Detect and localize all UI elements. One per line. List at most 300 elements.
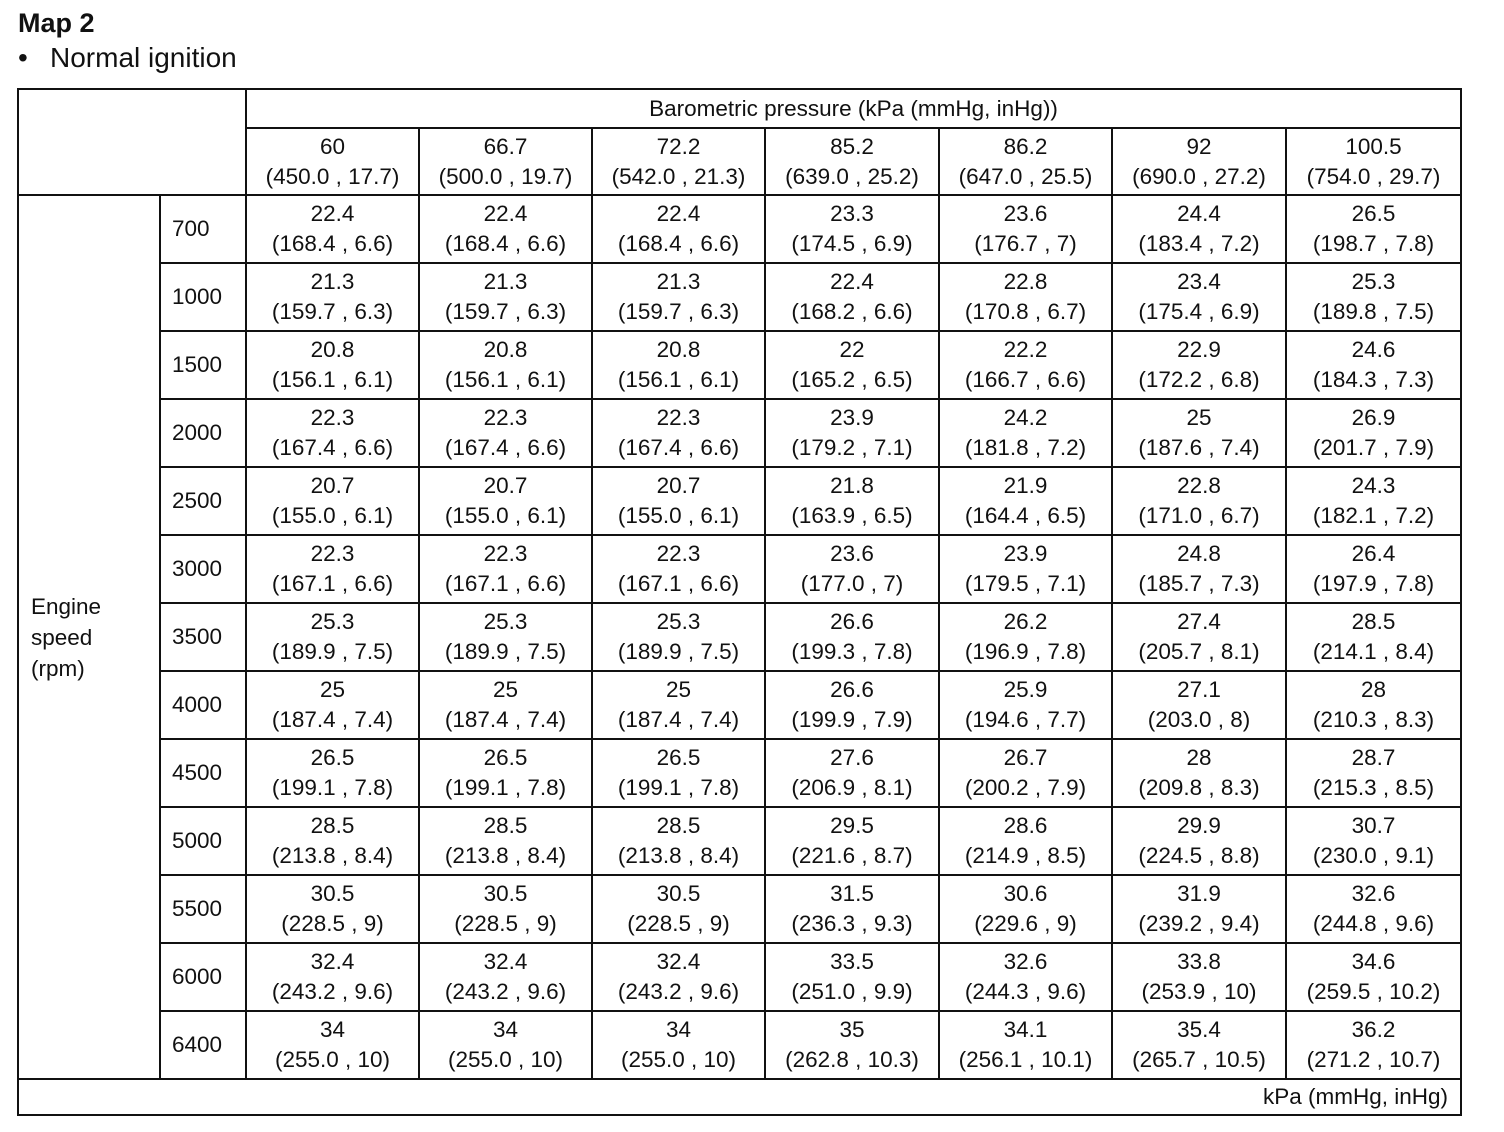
rpm-cell: 3500 [160, 603, 246, 671]
table-cell [246, 535, 419, 603]
column-header-kpa: 66.7 [483, 133, 528, 159]
table-cell [1112, 467, 1286, 535]
cell-kpa-value: 21.9 [1003, 473, 1048, 498]
table-cell [1112, 807, 1286, 875]
table-cell [246, 943, 419, 1011]
cell-alt-units-value: (155.0 , 6.1) [617, 503, 740, 528]
table-cell [765, 195, 939, 263]
table-cell [246, 603, 419, 671]
cell-kpa-value: 26.6 [830, 677, 874, 702]
cell-alt-units-value: (229.6 , 9) [974, 911, 1077, 936]
cell-kpa-value: 25 [319, 677, 346, 702]
cell-kpa-value: 28.5 [483, 813, 528, 838]
cell-alt-units-value: (199.1 , 7.8) [617, 775, 740, 800]
rpm-cell: 6400 [160, 1011, 246, 1079]
cell-alt-units-value: (255.0 , 10) [274, 1047, 391, 1072]
column-header-alt-units: (450.0 , 17.7) [265, 163, 400, 189]
table-row [18, 467, 1461, 535]
column-header [1286, 128, 1461, 195]
table-row [18, 1011, 1461, 1079]
table-cell [939, 807, 1112, 875]
cell-kpa-value: 23.9 [830, 405, 874, 430]
cell-alt-units-value: (175.4 , 6.9) [1138, 299, 1260, 324]
cell-kpa-value: 22.4 [830, 269, 874, 294]
cell-alt-units-value: (155.0 , 6.1) [271, 503, 394, 528]
cell-alt-units-value: (196.9 , 7.8) [964, 639, 1087, 664]
cell-alt-units-value: (187.6 , 7.4) [1138, 435, 1260, 460]
table-cell [1112, 739, 1286, 807]
table-cell [592, 943, 765, 1011]
cell-alt-units-value: (253.9 , 10) [1141, 979, 1257, 1004]
cell-alt-units-value: (228.5 , 9) [454, 911, 557, 936]
table-cell [765, 263, 939, 331]
cell-alt-units-value: (230.0 , 9.1) [1312, 843, 1435, 868]
cell-alt-units-value: (167.4 , 6.6) [617, 435, 740, 460]
cell-alt-units-value: (165.2 , 6.5) [791, 367, 913, 392]
cell-kpa-value: 24.8 [1177, 541, 1221, 566]
page-title: Map 2 [18, 8, 95, 38]
cell-alt-units-value: (189.8 , 7.5) [1312, 299, 1435, 324]
table-cell [939, 535, 1112, 603]
table-cell [246, 1011, 419, 1079]
cell-alt-units-value: (156.1 , 6.1) [617, 367, 740, 392]
cell-kpa-value: 35 [839, 1017, 865, 1042]
table-cell [592, 1011, 765, 1079]
column-header-kpa: 100.5 [1345, 133, 1402, 159]
cell-kpa-value: 28.7 [1351, 745, 1396, 770]
cell-kpa-value: 21.3 [483, 269, 528, 294]
cell-alt-units-value: (228.5 , 9) [627, 911, 730, 936]
rpm-cell: 1500 [160, 331, 246, 399]
cell-kpa-value: 27.6 [830, 745, 874, 770]
cell-kpa-value: 27.4 [1177, 609, 1221, 634]
table-cell [939, 603, 1112, 671]
table-cell [246, 739, 419, 807]
cell-kpa-value: 25.3 [656, 609, 701, 634]
cell-alt-units-value: (213.8 , 8.4) [617, 843, 740, 868]
table-row [18, 943, 1461, 1011]
table-cell [765, 943, 939, 1011]
cell-kpa-value: 29.5 [830, 813, 874, 838]
table-cell [419, 875, 592, 943]
cell-alt-units-value: (189.9 , 7.5) [617, 639, 740, 664]
cell-alt-units-value: (265.7 , 10.5) [1132, 1047, 1266, 1072]
cell-kpa-value: 22.8 [1003, 269, 1048, 294]
cell-kpa-value: 22.4 [483, 201, 528, 226]
table-cell [1112, 263, 1286, 331]
cell-kpa-value: 20.8 [656, 337, 701, 362]
cell-alt-units-value: (156.1 , 6.1) [271, 367, 394, 392]
row-group-label [18, 195, 160, 1079]
column-header [592, 128, 765, 195]
cell-kpa-value: 28.5 [1351, 609, 1396, 634]
cell-alt-units-value: (159.7 , 6.3) [617, 299, 740, 324]
table-cell [246, 467, 419, 535]
column-header-alt-units: (690.0 , 27.2) [1132, 163, 1266, 189]
table-cell [419, 331, 592, 399]
rpm-cell: 2500 [160, 467, 246, 535]
cell-alt-units-value: (221.6 , 8.7) [791, 843, 913, 868]
cell-alt-units-value: (156.1 , 6.1) [444, 367, 567, 392]
table-cell [592, 535, 765, 603]
cell-kpa-value: 22.3 [656, 405, 701, 430]
cell-kpa-value: 23.3 [830, 201, 874, 226]
cell-alt-units-value: (203.0 , 8) [1147, 707, 1251, 732]
cell-kpa-value: 22.3 [483, 405, 528, 430]
table-cell [765, 535, 939, 603]
cell-alt-units-value: (166.7 , 6.6) [964, 367, 1087, 392]
cell-kpa-value: 34 [665, 1017, 692, 1042]
cell-alt-units-value: (224.5 , 8.8) [1138, 843, 1260, 868]
cell-alt-units-value: (256.1 , 10.1) [958, 1047, 1093, 1072]
table-cell [246, 263, 419, 331]
column-header-kpa: 60 [319, 133, 346, 159]
cell-alt-units-value: (255.0 , 10) [447, 1047, 564, 1072]
rpm-cell: 6000 [160, 943, 246, 1011]
cell-kpa-value: 25 [492, 677, 519, 702]
cell-kpa-value: 23.4 [1177, 269, 1221, 294]
table-cell [1286, 195, 1461, 263]
cell-kpa-value: 25 [665, 677, 692, 702]
table-row [18, 263, 1461, 331]
cell-kpa-value: 25 [1186, 405, 1212, 430]
cell-kpa-value: 26.4 [1351, 541, 1396, 566]
cell-kpa-value: 32.6 [1003, 949, 1048, 974]
table-cell [1286, 467, 1461, 535]
cell-kpa-value: 21.8 [830, 473, 874, 498]
table-cell [246, 195, 419, 263]
column-header-alt-units: (754.0 , 29.7) [1306, 163, 1441, 189]
cell-alt-units-value: (243.2 , 9.6) [271, 979, 394, 1004]
table-cell [1286, 399, 1461, 467]
cell-alt-units-value: (155.0 , 6.1) [444, 503, 567, 528]
cell-kpa-value: 34.1 [1003, 1017, 1048, 1042]
cell-kpa-value: 26.5 [656, 745, 701, 770]
table-row [18, 399, 1461, 467]
cell-kpa-value: 26.6 [830, 609, 874, 634]
cell-kpa-value: 34 [319, 1017, 346, 1042]
column-group-label: Barometric pressure (kPa (mmHg, inHg)) [246, 89, 1461, 128]
cell-alt-units-value: (214.1 , 8.4) [1312, 639, 1435, 664]
cell-alt-units-value: (171.0 , 6.7) [1138, 503, 1260, 528]
table-cell [246, 399, 419, 467]
column-header [939, 128, 1112, 195]
table-cell [1286, 671, 1461, 739]
table-cell [592, 807, 765, 875]
cell-kpa-value: 23.6 [1003, 201, 1048, 226]
cell-kpa-value: 28.6 [1003, 813, 1048, 838]
cell-kpa-value: 22 [839, 337, 865, 362]
cell-alt-units-value: (168.2 , 6.6) [791, 299, 913, 324]
table-cell [419, 195, 592, 263]
column-header [1112, 128, 1286, 195]
table-row [18, 195, 1461, 263]
table-cell [592, 603, 765, 671]
table-cell [246, 671, 419, 739]
table-row [18, 739, 1461, 807]
cell-alt-units-value: (213.8 , 8.4) [271, 843, 394, 868]
cell-alt-units-value: (167.4 , 6.6) [271, 435, 394, 460]
cell-alt-units-value: (205.7 , 8.1) [1138, 639, 1260, 664]
table-cell [419, 1011, 592, 1079]
cell-alt-units-value: (167.1 , 6.6) [271, 571, 394, 596]
table-cell [1286, 739, 1461, 807]
cell-alt-units-value: (189.9 , 7.5) [271, 639, 394, 664]
rpm-cell: 700 [160, 195, 246, 263]
cell-alt-units-value: (168.4 , 6.6) [444, 231, 567, 256]
cell-kpa-value: 28.5 [310, 813, 355, 838]
rpm-cell: 5000 [160, 807, 246, 875]
cell-alt-units-value: (164.4 , 6.5) [964, 503, 1087, 528]
table-cell [765, 331, 939, 399]
cell-kpa-value: 33.5 [830, 949, 874, 974]
map-subtitle [18, 40, 237, 76]
table-cell [592, 467, 765, 535]
cell-alt-units-value: (159.7 , 6.3) [444, 299, 567, 324]
cell-alt-units-value: (185.7 , 7.3) [1138, 571, 1260, 596]
table-cell [1112, 535, 1286, 603]
rpm-cell: 3000 [160, 535, 246, 603]
table-cell [1112, 671, 1286, 739]
table-cell [419, 603, 592, 671]
column-header-kpa: 92 [1186, 133, 1212, 159]
table-cell [1112, 399, 1286, 467]
cell-kpa-value: 36.2 [1351, 1017, 1396, 1042]
table-cell [1286, 807, 1461, 875]
table-cell [939, 263, 1112, 331]
cell-alt-units-value: (167.1 , 6.6) [444, 571, 567, 596]
table-cell [765, 1011, 939, 1079]
table-cell [939, 195, 1112, 263]
table-cell [1286, 875, 1461, 943]
table-cell [1286, 331, 1461, 399]
table-cell [765, 399, 939, 467]
row-group-label-line: speed [31, 624, 93, 650]
column-header-alt-units: (500.0 , 19.7) [438, 163, 573, 189]
cell-alt-units-value: (239.2 , 9.4) [1138, 911, 1260, 936]
table-cell [1112, 875, 1286, 943]
cell-alt-units-value: (174.5 , 6.9) [791, 231, 913, 256]
cell-kpa-value: 24.2 [1003, 405, 1048, 430]
column-header-kpa: 86.2 [1003, 133, 1048, 159]
cell-kpa-value: 26.7 [1003, 745, 1048, 770]
table-cell [1112, 943, 1286, 1011]
cell-alt-units-value: (183.4 , 7.2) [1138, 231, 1260, 256]
cell-kpa-value: 32.4 [656, 949, 701, 974]
cell-alt-units-value: (170.8 , 6.7) [964, 299, 1087, 324]
table-cell [1112, 195, 1286, 263]
cell-alt-units-value: (159.7 , 6.3) [271, 299, 394, 324]
cell-alt-units-value: (167.4 , 6.6) [444, 435, 567, 460]
cell-kpa-value: 29.9 [1177, 813, 1221, 838]
cell-alt-units-value: (251.0 , 9.9) [791, 979, 913, 1004]
cell-alt-units-value: (181.8 , 7.2) [964, 435, 1087, 460]
column-header-kpa: 72.2 [656, 133, 701, 159]
cell-kpa-value: 20.8 [310, 337, 355, 362]
subtitle-text: Normal ignition [50, 42, 237, 73]
cell-kpa-value: 23.9 [1003, 541, 1048, 566]
table-cell [1286, 263, 1461, 331]
table-cell [246, 807, 419, 875]
table-cell [765, 603, 939, 671]
table-cell [1112, 331, 1286, 399]
table-row [18, 603, 1461, 671]
cell-alt-units-value: (213.8 , 8.4) [444, 843, 567, 868]
table-cell [939, 467, 1112, 535]
cell-kpa-value: 34 [492, 1017, 519, 1042]
row-group-label-line: (rpm) [31, 655, 85, 681]
table-cell [939, 399, 1112, 467]
cell-alt-units-value: (187.4 , 7.4) [271, 707, 394, 732]
cell-kpa-value: 24.4 [1177, 201, 1221, 226]
table-cell [592, 195, 765, 263]
table-cell [765, 467, 939, 535]
cell-alt-units-value: (187.4 , 7.4) [617, 707, 740, 732]
table-cell [419, 943, 592, 1011]
cell-kpa-value: 22.4 [656, 201, 701, 226]
cell-kpa-value: 26.5 [310, 745, 355, 770]
column-header-alt-units: (647.0 , 25.5) [958, 163, 1093, 189]
table-cell [1286, 603, 1461, 671]
table-cell [592, 739, 765, 807]
table-cell [592, 671, 765, 739]
rpm-cell: 1000 [160, 263, 246, 331]
cell-alt-units-value: (244.3 , 9.6) [964, 979, 1087, 1004]
cell-alt-units-value: (187.4 , 7.4) [444, 707, 567, 732]
table-cell [765, 875, 939, 943]
table-cell [592, 331, 765, 399]
table-cell [246, 331, 419, 399]
rpm-cell: 2000 [160, 399, 246, 467]
rpm-cell: 4000 [160, 671, 246, 739]
cell-kpa-value: 20.8 [483, 337, 528, 362]
cell-kpa-value: 26.5 [1351, 201, 1396, 226]
cell-kpa-value: 22.3 [310, 541, 355, 566]
cell-alt-units-value: (215.3 , 8.5) [1312, 775, 1435, 800]
footer-row [18, 1079, 1461, 1115]
cell-alt-units-value: (228.5 , 9) [281, 911, 384, 936]
cell-alt-units-value: (179.5 , 7.1) [964, 571, 1087, 596]
table-cell [765, 671, 939, 739]
cell-kpa-value: 22.4 [310, 201, 355, 226]
cell-kpa-value: 28.5 [656, 813, 701, 838]
cell-kpa-value: 34.6 [1351, 949, 1396, 974]
cell-kpa-value: 22.9 [1177, 337, 1221, 362]
table-cell [246, 875, 419, 943]
table-row [18, 671, 1461, 739]
cell-alt-units-value: (199.1 , 7.8) [271, 775, 394, 800]
cell-kpa-value: 30.6 [1003, 881, 1048, 906]
cell-kpa-value: 26.9 [1351, 405, 1396, 430]
cell-kpa-value: 26.2 [1003, 609, 1048, 634]
cell-alt-units-value: (177.0 , 7) [800, 571, 904, 596]
cell-kpa-value: 30.7 [1351, 813, 1396, 838]
table-cell [419, 739, 592, 807]
rpm-cell: 5500 [160, 875, 246, 943]
cell-alt-units-value: (172.2 , 6.8) [1138, 367, 1260, 392]
cell-alt-units-value: (168.4 , 6.6) [271, 231, 394, 256]
cell-alt-units-value: (182.1 , 7.2) [1312, 503, 1435, 528]
cell-alt-units-value: (214.9 , 8.5) [964, 843, 1087, 868]
cell-kpa-value: 22.3 [656, 541, 701, 566]
table-cell [939, 739, 1112, 807]
table-row [18, 331, 1461, 399]
table-cell [419, 535, 592, 603]
cell-alt-units-value: (168.4 , 6.6) [617, 231, 740, 256]
column-header [246, 128, 419, 195]
cell-kpa-value: 30.5 [483, 881, 528, 906]
cell-kpa-value: 27.1 [1177, 677, 1221, 702]
cell-alt-units-value: (176.7 , 7) [974, 231, 1077, 256]
cell-alt-units-value: (243.2 , 9.6) [444, 979, 567, 1004]
cell-alt-units-value: (184.3 , 7.3) [1312, 367, 1435, 392]
table-cell [592, 875, 765, 943]
column-header-kpa: 85.2 [830, 133, 874, 159]
cell-alt-units-value: (243.2 , 9.6) [617, 979, 740, 1004]
cell-kpa-value: 32.4 [483, 949, 528, 974]
table-cell [939, 875, 1112, 943]
table-cell [419, 807, 592, 875]
cell-kpa-value: 30.5 [310, 881, 355, 906]
corner-cell [18, 89, 246, 195]
cell-kpa-value: 32.4 [310, 949, 355, 974]
table-cell [1286, 535, 1461, 603]
cell-alt-units-value: (199.9 , 7.9) [791, 707, 913, 732]
cell-alt-units-value: (194.6 , 7.7) [964, 707, 1087, 732]
table-cell [765, 739, 939, 807]
cell-kpa-value: 20.7 [483, 473, 528, 498]
cell-kpa-value: 20.7 [310, 473, 355, 498]
cell-kpa-value: 32.6 [1351, 881, 1396, 906]
column-header-alt-units: (542.0 , 21.3) [611, 163, 746, 189]
cell-kpa-value: 24.3 [1351, 473, 1396, 498]
cell-kpa-value: 22.3 [483, 541, 528, 566]
cell-alt-units-value: (163.9 , 6.5) [791, 503, 913, 528]
column-header [419, 128, 592, 195]
cell-kpa-value: 22.2 [1003, 337, 1048, 362]
bullet-marker: • [18, 42, 28, 73]
table-cell [592, 263, 765, 331]
cell-kpa-value: 25.9 [1003, 677, 1048, 702]
rpm-cell: 4500 [160, 739, 246, 807]
cell-alt-units-value: (206.9 , 8.1) [791, 775, 913, 800]
table-cell [1112, 603, 1286, 671]
cell-alt-units-value: (271.2 , 10.7) [1306, 1047, 1441, 1072]
table-cell [939, 671, 1112, 739]
column-group-header-row [18, 89, 1461, 128]
cell-alt-units-value: (262.8 , 10.3) [785, 1047, 919, 1072]
cell-alt-units-value: (259.5 , 10.2) [1306, 979, 1441, 1004]
cell-kpa-value: 28 [1361, 677, 1387, 702]
cell-kpa-value: 23.6 [830, 541, 874, 566]
cell-alt-units-value: (199.3 , 7.8) [791, 639, 913, 664]
table-cell [939, 331, 1112, 399]
table-cell [419, 399, 592, 467]
table-cell [939, 943, 1112, 1011]
cell-kpa-value: 22.8 [1177, 473, 1221, 498]
table-cell [1286, 1011, 1461, 1079]
cell-alt-units-value: (200.2 , 7.9) [964, 775, 1087, 800]
table-row [18, 875, 1461, 943]
cell-kpa-value: 24.6 [1351, 337, 1396, 362]
cell-alt-units-value: (201.7 , 7.9) [1312, 435, 1435, 460]
cell-alt-units-value: (236.3 , 9.3) [791, 911, 913, 936]
cell-kpa-value: 30.5 [656, 881, 701, 906]
barometric-pressure-table [17, 88, 1462, 1116]
cell-alt-units-value: (197.9 , 7.8) [1312, 571, 1435, 596]
cell-alt-units-value: (210.3 , 8.3) [1312, 707, 1435, 732]
footer-unit-label: kPa (mmHg, inHg) [18, 1079, 1461, 1115]
